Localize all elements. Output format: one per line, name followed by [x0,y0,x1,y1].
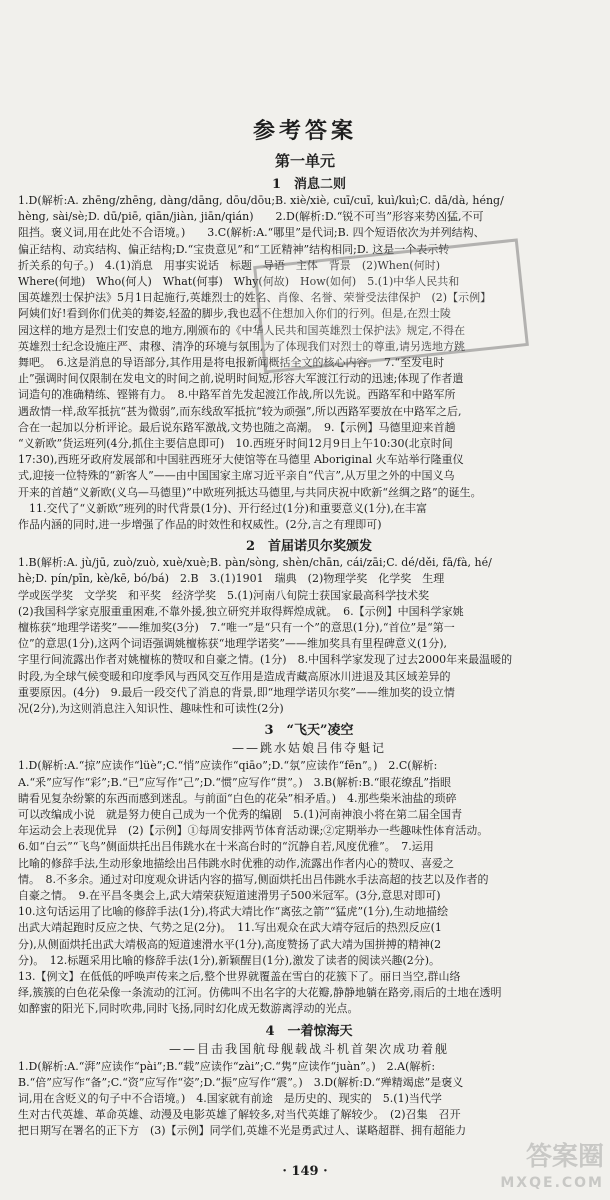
answer-line: 睛看见复杂纷繁的东西而感到迷乱。与前面“白色的花朵”相矛盾。) 4.那些柴米油盐的琐碎 [18,791,457,805]
answer-line: 6.如“白云”“飞鸟”侧面烘托出吕伟跳水在十米高台时的“沉静自若,风度优雅”。 7.运用 [18,840,434,854]
answer-line: 檀栋获“地理学诺奖”——维加奖(3分) 7.“唯一”是“只有一个”的意思(1分),“首位”是“第一 [18,621,455,635]
answer-line: 词,用在含贬义的句子中不合语境。) 4.国家就有前途 是历史的、现实的 5.(1)当代学 [18,1091,442,1105]
answer-line: 国英雄烈士保护法》5月1日起施行,英雄烈士的姓名、肖像、名誉、荣誉受法律保护 (2)【示例】 [18,291,492,305]
answer-line: B.“倍”应写作“备”;C.“资”应写作“姿”;D.“振”应写作“震”。) 3.D(解析:D.“殚精竭虑”是褒义 [18,1075,464,1089]
answer-line: 重要原因。(4分) 9.最后一段交代了消息的背景,即“地理学诺贝尔奖”——维加奖的设立情 [18,685,455,699]
answer-line: 位”的意思(1分),这两个词语强调姚檀栋获“地理学诺奖”——维加奖具有里程碑意义(1分), [18,637,448,651]
answer-line: 出武大靖起跑时反应之快、气势之足(2分)。 11.写出观众在武大靖夺冠后的热烈反应(1 [18,921,442,935]
section-subtitle: ——目击我国航母舰载战斗机首架次成功着舰 [168,1041,449,1056]
answer-line: 10.这句话运用了比喻的修辞手法(1分),将武大靖比作“离弦之箭”“猛虎”(1分),生动地描绘 [18,905,449,919]
section-heading: 3 “飞天”凌空 [264,723,354,739]
answer-line: 1.D(解析:A.“湃”应读作“pài”;B.“载”应读作“zài”;C.“隽”应读作“juàn”。) 2.A(解析: [18,1059,436,1073]
answer-line: 如醉蜜的阳光下,同时吹弗,同时飞扬,同时幻化成无数游离浮动的光点。 [18,1002,359,1016]
answer-line: 阿姨们好!看到你们优美的舞姿,轻盈的脚步,我也忍不住想加入你们的行列。但是,在烈士陵 [18,307,451,321]
answer-line: 时段,为全球气候变暖和印度季风与西风交互作用是造成青藏高原冰川进退及其区域差异的 [18,669,451,683]
answer-line: 1.D(解析:A. zhēng/zhēng, dàng/dāng, dōu/dōu;B. xiè/xiè, cuī/cuī, kuì/kuì;C. dā/dà, héng/ [18,194,504,207]
answer-line: 作品内涵的同时,进一步增强了作品的时效性和权威性。(2分,言之有理即可) [18,518,382,532]
answer-line: 1.B(解析:A. jù/jū, zuò/zuò, xuè/xuè;B. pàn/sòng, shèn/chān, cái/zāi;C. dé/děi, fā/fà, hé/ [18,556,492,570]
answer-line: 生对古代英雄、革命英雄、动漫及电影英雄了解较多,对当代英雄了解较少。 (2)召集 召开 [18,1108,461,1122]
section-subtitle: ——跳水姑娘吕伟夺魁记 [231,741,386,756]
watermark-site: MXQE.COM [500,1175,604,1191]
watermark-logo-text: 答案圈 [525,1142,604,1172]
answer-line: 阻挡。褒义词,用在此处不合语境。) 3.C(解析:A.“哪里”是代词;B. 四个短语依次为并列结构、 [18,226,485,240]
answer-line: 合在一起加以分析评论。最后说东路军激战,文势也随之高潮。 9.【示例】马德里迎来首趟 [18,420,456,434]
answer-line: 英雄烈士纪念设施庄严、肃穆、清净的环境与氛围,为了体现我们对烈士的尊重,请另选地方跳 [18,339,465,353]
answer-line: 式,迎接一位特殊的“新客人”——由中国国家主席习近平亲自“代言”,从万里之外的中国义乌 [18,469,455,483]
answer-line: (2)我国科学家克服重重困难,不靠外援,独立研究并取得辉煌成就。 6.【示例】中国科学家姚 [18,604,464,618]
answer-line: 13.【例文】在低低的呼唤声传来之后,整个世界就覆盖在雪白的花簇下了。丽日当空,群山络 [18,969,461,983]
answer-line: 园这样的地方是烈士们安息的地方,刚颁布的《中华人民共和国英雄烈士保护法》规定,不得在 [18,323,465,337]
answer-line: 年运动会上表现优异 (2)【示例】①每周安排两节体育活动课;②定期举办一些趣味性体育活动。 [18,824,489,838]
answer-line: 绎,簇簇的白色花朵像一条流动的江河。仿佛叫不出名字的大花瓣,静静地躺在路旁,雨后的土地在透明 [18,986,502,1000]
answer-line: 可以改编成小说 就是努力使自己成为一个优秀的编剧 5.(1)河南神浪小将在第二届全国青 [18,807,463,821]
section-heading: 4 一着惊海天 [265,1023,353,1039]
answer-line: 开来的首趟“义新欧(义乌—马德里)”中欧班列抵达马德里,与共同庆祝中欧新“丝绸之路”的诞生。 [18,485,482,499]
answer-line: 17:30),西班牙政府发展部和中国驻西班牙大使馆等在马德里 Aboriginal 火车站举行隆重仪 [18,453,464,467]
page-title: 参考答案 [252,118,357,144]
page-number: · 149 · [282,1164,328,1179]
answer-line: 折关系的句子。) 4.(1)消息 用事实说话 标题 导语 主体 背景 (2)When(何时) [18,258,441,272]
answer-line: 舞吧。 6.这是消息的导语部分,其作用是将电报新闻概括全文的核心内容。 7.“至发电时 [18,356,445,370]
answer-line: 11.交代了“义新欧”班列的时代背景(1分)、开行经过(1分)和重要意义(1分),在丰富 [18,501,427,515]
watermark-logo [500,1144,604,1196]
answer-line: 分)。 12.标题采用比喻的修辞手法(1分),新颖醒目(1分),激发了读者的阅读兴趣(2分)。 [18,953,441,967]
section-heading: 2 首届诺贝尔奖颁发 [245,539,373,555]
answer-line: 字里行间流露出作者对姚檀栋的赞叹和自豪之情。(1分) 8.中国科学家发现了过去2000年来最温暖的 [18,653,513,667]
answer-line: hè;D. pín/pīn, kè/kē, bó/bá) 2.B 3.(1)1901 瑞典 (2)物理学奖 化学奖 生理 [18,572,445,586]
answer-line: 情。 8.不多余。通过对印度观众讲话内容的描写,侧面烘托出吕伟跳水手法高超的技艺以及作者的 [18,872,489,886]
answer-line: 词造句的准确精练、铿锵有力。 8.中路军首先发起渡江作战,所以先说。西路军和中路军所 [18,388,456,402]
answer-line: 比喻的修辞手法,生动形象地描绘出吕伟跳水时优雅的动作,流露出作者内心的赞叹、喜爱之 [18,856,454,870]
answer-line: A.“釆”应写作“彩”;B.“已”应写作“己”;D.“惯”应写作“贯”。) 3.B(解析:B.“眼花缭乱”指眼 [18,775,452,789]
answer-line: 偏正结构、动宾结构、偏正结构;D.“宝贵意见”和“工匠精神”结构相同;D. 这是一个表示转 [18,242,450,256]
answer-line: 遇敌情一样,敌军抵抗“甚为微弱”,而东线敌军抵抗“较为顽强”,所以西路军要放在中路军之后, [18,404,462,418]
answer-line: Where(何地) Who(何人) What(何事) Why(何故) How(如何) 5.(1)中华人民共和 [18,275,460,289]
unit-heading: 第一单元 [274,152,335,170]
answer-line: 况(2分),为这则消息注入知识性、趣味性和可读性(2分) [18,702,284,716]
answer-line: “义新欧”货运班列(4分,抓住主要信息即可) 10.西班牙时间12月9日上午10:30(北京时间 [18,437,453,451]
answer-line: 把日期写在署名的正下方 (3)【示例】同学们,英雄不光是勇武过人、谋略超群、拥有超能力 [18,1124,467,1138]
answer-line: hèng, sài/sè;D. dū/piē, qiān/jiàn, jiān/qián) 2.D(解析:D.“锐不可当”形容来势凶猛,不可 [18,210,484,224]
answer-line: 分),从侧面烘托出武大靖极高的短道速滑水平(1分),高度赞扬了武大靖为国拼搏的精神(2 [18,937,442,951]
answer-line: 1.D(解析:A.“掠”应读作“lüè”;C.“悄”应读作“qiāo”;D.“氛”应读作“fēn”。) 2.C(解析: [18,759,438,773]
answer-line: 学或医学奖 文学奖 和平奖 经济学奖 5.(1)河南八旬院士获国家最高科学技术奖 [18,588,430,602]
answer-line: 止”强调时间仅限制在发电文的时间之前,说明时间短,形容大军渡江行动的迅速;体现了作者遣 [18,372,464,386]
answer-line: 自豪之情。 9.在平昌冬奥会上,武大靖荣获短道速滑男子500米冠军。(3分,意思对即可) [18,888,441,902]
section-heading: 1 消息二则 [271,177,347,192]
